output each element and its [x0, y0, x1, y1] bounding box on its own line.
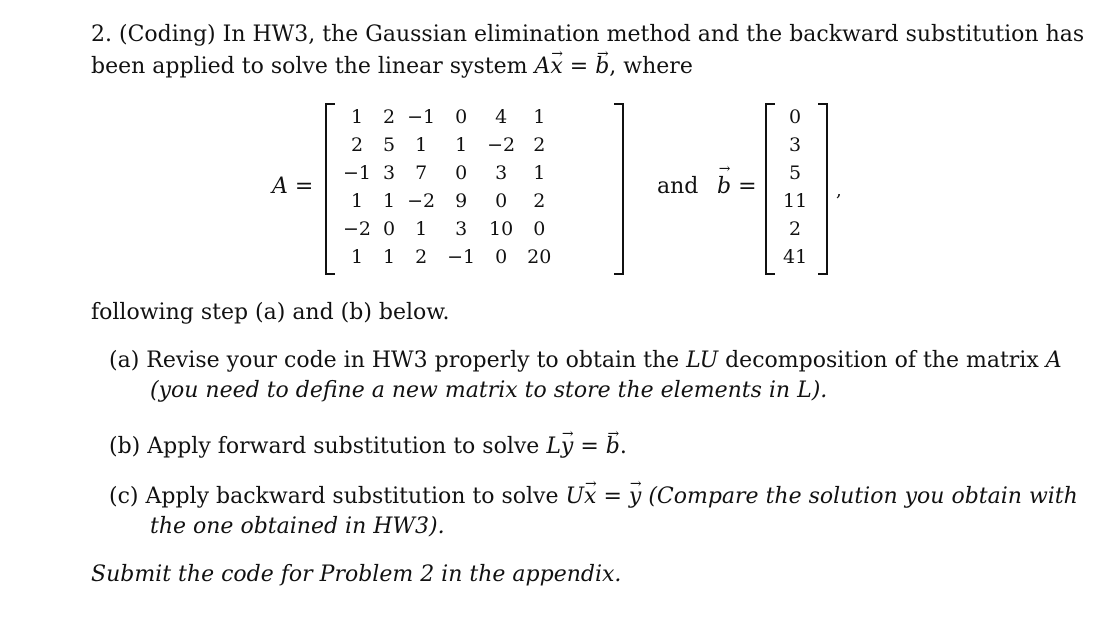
matrix-a-cell: 2	[415, 246, 428, 268]
matrix-a-cell: −1	[343, 162, 372, 184]
eq-equals: =	[562, 54, 596, 79]
problem-number: 2.	[91, 22, 112, 47]
matrix-a-label: A =	[272, 174, 314, 199]
matrix-a-cell: 0	[495, 246, 508, 268]
vector-b-label	[717, 174, 757, 199]
vector-b-cell: 41	[783, 246, 808, 268]
part-c-line-2: the one obtained in HW3).	[150, 514, 445, 539]
matrix-a-cell: 3	[495, 162, 508, 184]
submit-note: Submit the code for Problem 2 in the appendix.	[91, 562, 622, 587]
part-b-label: (b)	[109, 434, 141, 459]
matrix-a-row	[337, 131, 557, 159]
matrix-a-cell: 7	[415, 162, 428, 184]
intro-text-end: , where	[609, 54, 693, 79]
problem-intro-text: In HW3, the Gaussian elimination method and the backward substitution has	[222, 22, 1085, 47]
vector-b-left-bracket	[765, 103, 775, 275]
part-c-label: (c)	[109, 484, 139, 509]
part-a-line-2: (you need to define a new matrix to store the elements in L).	[150, 378, 828, 403]
matrix-a-cell: 2	[383, 106, 396, 128]
matrix-a-row	[337, 215, 557, 243]
vector-b-cell: 0	[789, 106, 802, 128]
matrix-a-cell: −1	[407, 106, 436, 128]
matrix-a-cell: 3	[383, 162, 396, 184]
matrix-a-cell: 5	[383, 134, 396, 156]
part-c-u: U	[565, 484, 585, 509]
matrix-a	[337, 103, 557, 271]
part-c-y: y →	[629, 482, 641, 512]
vector-b-equals: =	[731, 174, 757, 199]
part-a-lu: LU	[686, 348, 719, 373]
problem-intro-line-1	[91, 20, 1084, 50]
vector-b	[777, 103, 813, 271]
eq-vector-x: x →	[550, 52, 562, 82]
matrix-a-cell: 0	[495, 190, 508, 212]
vector-b-right-bracket	[818, 103, 828, 275]
part-b-end: .	[619, 434, 627, 459]
matrix-a-row	[337, 243, 557, 271]
matrix-a-cell: 1	[350, 246, 364, 268]
part-a-text: Revise your code in HW3 properly to obtain the	[146, 348, 687, 373]
intro-text: been applied to solve the linear system	[91, 54, 535, 79]
vector-b-row	[777, 159, 813, 187]
vector-b-symbol: b →	[717, 174, 731, 199]
part-a-label: (a)	[109, 348, 140, 373]
matrix-a-cell: 9	[455, 190, 468, 212]
part-c-compare: (Compare the solution you obtain with	[641, 484, 1078, 509]
part-b-eq: =	[573, 434, 606, 459]
matrix-a-cell: 3	[455, 218, 468, 240]
matrix-a-cell: 1	[350, 190, 364, 212]
matrix-a-cell: 0	[533, 218, 546, 240]
matrix-a-cell: 2	[350, 134, 364, 156]
matrix-a-cell: 1	[383, 246, 396, 268]
matrix-a-cell: 1	[415, 218, 428, 240]
matrix-a-row	[337, 103, 557, 131]
part-b-l: L	[546, 434, 561, 459]
matrix-a-cell: −2	[343, 218, 372, 240]
vector-b-row	[777, 243, 813, 271]
matrix-a-row	[337, 159, 557, 187]
matrix-a-cell: 0	[455, 162, 468, 184]
matrix-a-cell: 1	[383, 190, 396, 212]
matrix-a-row	[337, 187, 557, 215]
following-text: following step (a) and (b) below.	[91, 300, 450, 325]
part-b-b: b →	[606, 432, 620, 462]
matrix-a-cell: 1	[415, 134, 428, 156]
vector-b-cell: 5	[789, 162, 802, 184]
vector-b-cell: 11	[783, 190, 808, 212]
vector-b-cell: 2	[789, 218, 802, 240]
part-a-line-1	[109, 346, 1062, 376]
matrix-a-cell: −2	[407, 190, 436, 212]
eq-vector-b: b →	[595, 52, 609, 82]
part-a-text-2: decomposition of the matrix	[718, 348, 1046, 373]
part-c-x: x →	[584, 482, 596, 512]
matrix-a-cell: 10	[489, 218, 514, 240]
problem-intro-line-2	[91, 52, 693, 82]
part-c-text: Apply backward substitution to solve	[145, 484, 566, 509]
matrix-a-left-bracket	[325, 103, 335, 275]
vector-b-cell: 3	[789, 134, 802, 156]
and-label: and	[657, 174, 699, 199]
vector-b-row	[777, 187, 813, 215]
trailing-comma: ,	[836, 180, 842, 201]
part-b-line	[109, 432, 627, 462]
matrix-a-cell: 2	[533, 190, 546, 212]
part-b-y: y →	[561, 432, 573, 462]
matrix-a-cell: 1	[350, 106, 364, 128]
matrix-a-cell: 0	[455, 106, 468, 128]
part-c-line-1	[109, 482, 1078, 512]
matrix-a-cell: 2	[533, 134, 546, 156]
matrix-a-cell: 4	[495, 106, 508, 128]
matrix-a-cell: 0	[383, 218, 396, 240]
vector-b-row	[777, 131, 813, 159]
part-c-eq: =	[596, 484, 629, 509]
matrix-a-right-bracket	[614, 103, 624, 275]
matrix-a-cell: −2	[487, 134, 516, 156]
eq-matrix-a: A	[534, 54, 551, 79]
matrix-a-cell: 1	[455, 134, 468, 156]
vector-b-row	[777, 215, 813, 243]
matrix-a-cell: 1	[533, 162, 546, 184]
matrix-a-cell: 20	[527, 246, 552, 268]
problem-tag: (Coding)	[119, 22, 216, 47]
part-a-matrix: A	[1045, 348, 1062, 373]
part-b-text: Apply forward substitution to solve	[147, 434, 547, 459]
vector-b-row	[777, 103, 813, 131]
matrix-a-cell: −1	[447, 246, 476, 268]
matrix-a-cell: 1	[533, 106, 546, 128]
